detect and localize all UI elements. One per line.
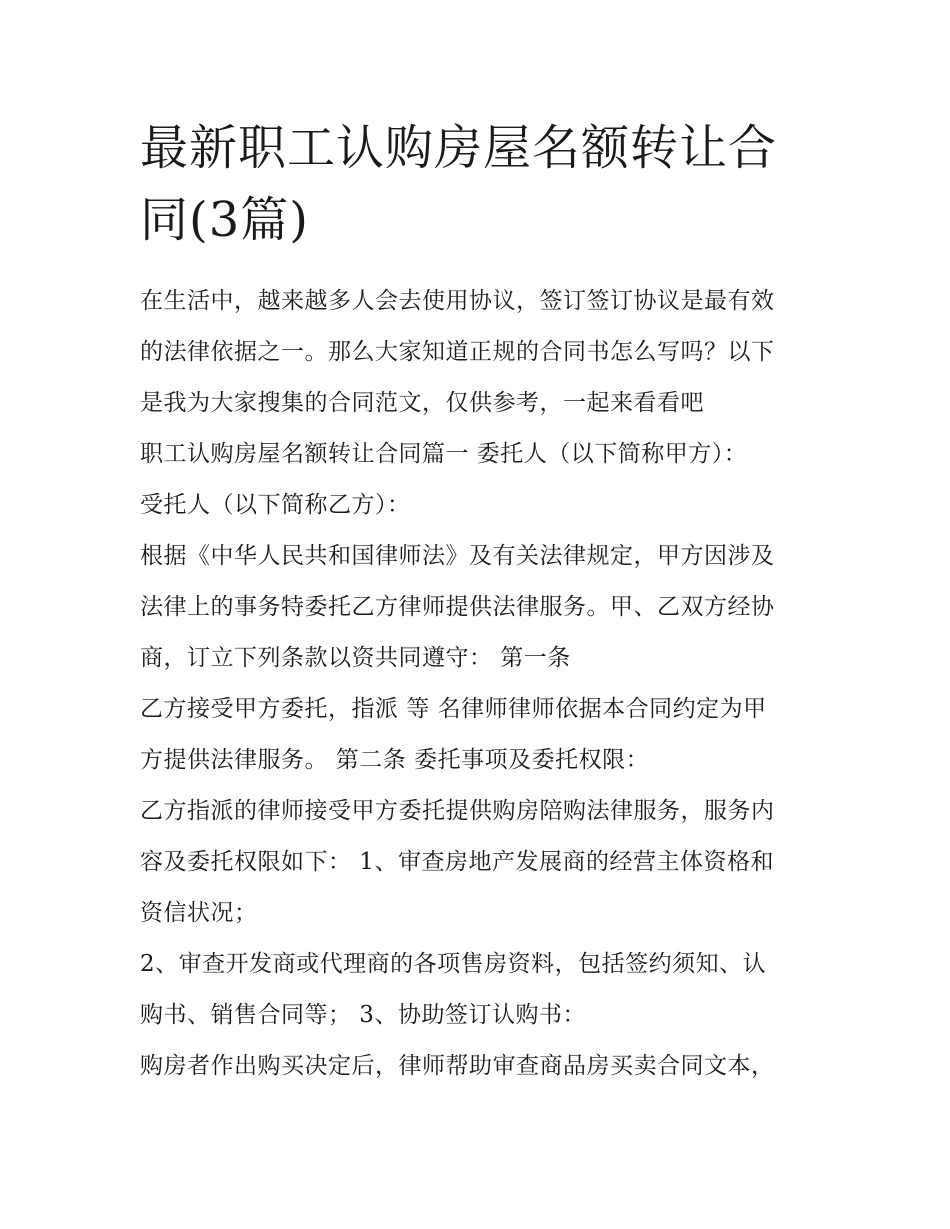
body-line: 购房者作出购买决定后，律师帮助审查商品房买卖合同文本， <box>140 1053 775 1079</box>
body-line: 乙方指派的律师接受甲方委托提供购房陪购法律服务，服务内 <box>140 798 775 824</box>
body-line: 法律上的事务特委托乙方律师提供法律服务。甲、乙双方经协 <box>140 594 775 620</box>
body-line: 的法律依据之一。那么大家知道正规的合同书怎么写吗？以下 <box>140 339 775 365</box>
document-page <box>140 112 820 1092</box>
body-line: 资信状况； <box>140 900 258 926</box>
body-line: 是我为大家搜集的合同范文，仅供参考，一起来看看吧 <box>140 390 704 416</box>
body-line: 受托人（以下简称乙方）： <box>140 492 411 518</box>
body-line: 商，订立下列条款以资共同遵守： 第一条 <box>140 645 571 671</box>
title-line-2: 同(3篇) <box>140 192 309 248</box>
body-line: 职工认购房屋名额转让合同篇一 委托人（以下简称甲方）： <box>140 441 748 467</box>
body-line: 方提供法律服务。 第二条 委托事项及委托权限： <box>140 747 650 773</box>
title-line-1: 最新职工认购房屋名额转让合 <box>140 120 778 176</box>
body-line: 购书、销售合同等； 3、协助签订认购书： <box>140 1002 586 1028</box>
body-line: 2、审查开发商或代理商的各项售房资料，包括签约须知、认 <box>140 951 767 977</box>
document-body <box>140 276 820 1092</box>
document-title <box>140 112 820 256</box>
body-line: 乙方接受甲方委托，指派 等 名律师律师依据本合同约定为甲 <box>140 696 767 722</box>
body-line: 容及委托权限如下： 1、审查房地产发展商的经营主体资格和 <box>140 849 774 875</box>
body-line: 在生活中，越来越多人会去使用协议，签订签订协议是最有效 <box>140 288 775 314</box>
body-line: 根据《中华人民共和国律师法》及有关法律规定，甲方因涉及 <box>140 543 775 569</box>
